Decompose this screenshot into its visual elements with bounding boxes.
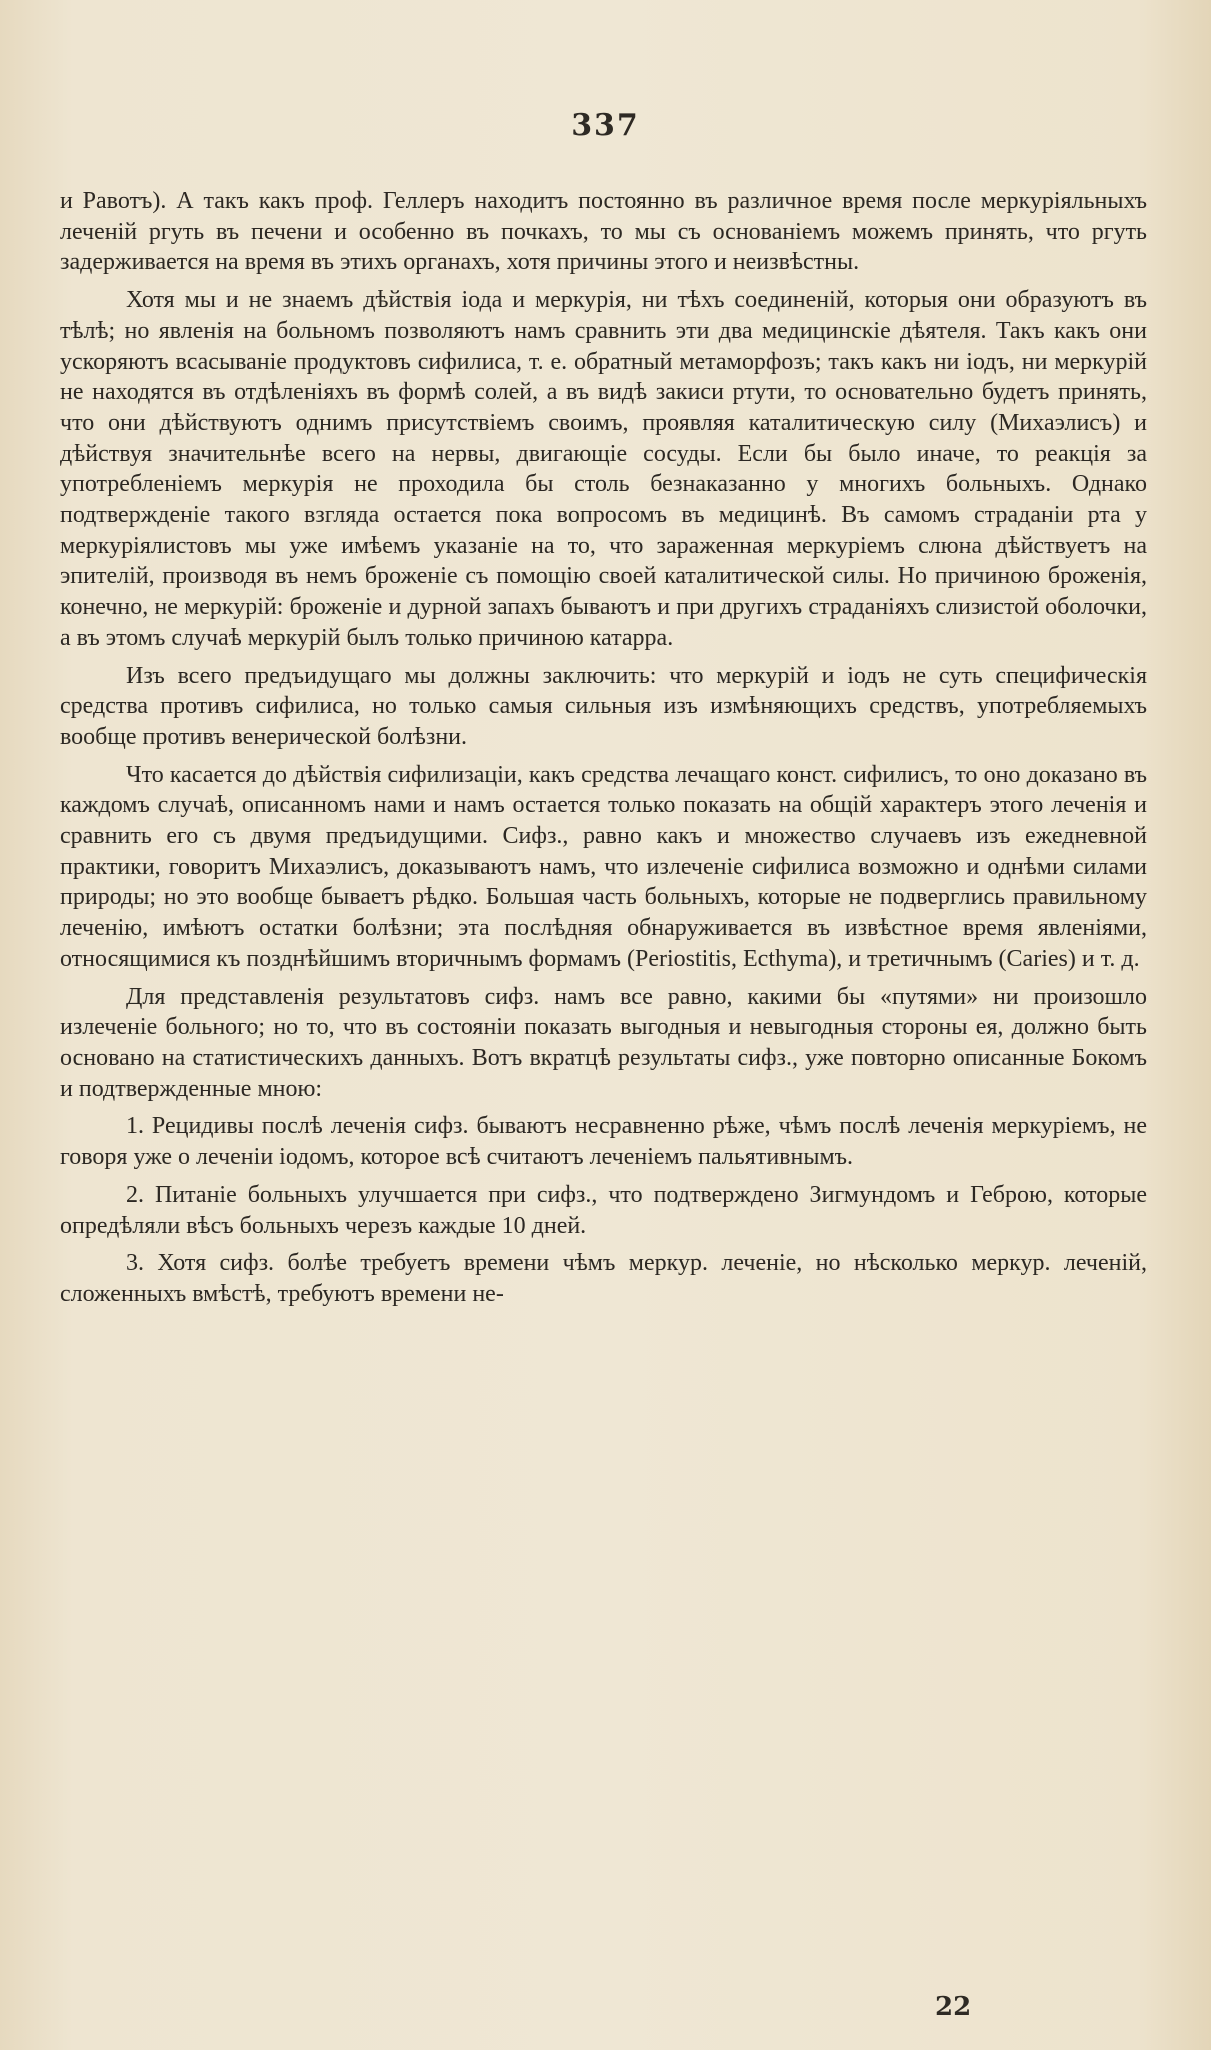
paragraph-3: Изъ всего предъидущаго мы должны заключить: что меркурій и іодъ не суть специфическія средства противъ сифилиса, но только самыя сильныя изъ измѣняющихъ средствъ, употребляемыхъ вообще противъ венерической болѣзни. [60,662,1147,750]
paragraph-5: Для представленія результатовъ сифз. намъ все равно, какими бы «путями» ни произошло излеченіе больного; но то, что въ состояніи показать выгодныя и невыгодныя стороны ея, должно быть основано на статистическихъ данныхъ. Вотъ вкратцѣ результаты сифз., уже повторно описанные Бокомъ и подтвержденные мною: [60,983,1147,1102]
list-item-3: 3. Хотя сифз. болѣе требуетъ времени чѣмъ меркур. леченіе, но нѣсколько меркур. леченій, сложенныхъ вмѣстѣ, требуютъ времени не- [60,1250,1147,1307]
list-item-1: 1. Рецидивы послѣ леченія сифз. бываютъ несравненно рѣже, чѣмъ послѣ леченія меркуріемъ, не говоря уже о леченіи іодомъ, которое всѣ считаютъ леченіемъ пальятивнымъ. [60,1113,1147,1171]
paragraph-2: Хотя мы и не знаемъ дѣйствія іода и меркурія, ни тѣхъ соединеній, которыя они образуютъ въ тѣлѣ; но явленія на больномъ позволяютъ намъ сравнить эти два медицинскіе дѣятеля. Такъ какъ они ускоряютъ всасываніе продуктовъ сифилиса, т. е. обратный метаморфозъ; такъ какъ ни іодъ, ни меркурій не находятся въ отдѣленіяхъ въ формѣ солей, а въ видѣ закиси ртути, то основательно будетъ принять, что они дѣйствуютъ однимъ присутствіемъ своимъ, проявляя каталитическую силу (Михаэлисъ) и дѣйствуя значительнѣе всего на нервы, двигающіе сосуды. Если бы было иначе, то реакція за употребленіемъ меркурія не проходила бы столь безнаказанно у многихъ больныхъ. Однако подтвержденіе такого взгляда остается пока вопросомъ въ медицинѣ. Въ самомъ страданіи рта у меркуріялистовъ мы уже имѣемъ указаніе на то, что зараженная меркуріемъ слюна дѣйствуетъ на эпителій, производя въ немъ броженіе съ помощію своей каталитической силы. Но причиною броженія, конечно, не меркурій: броженіе и дурной запахъ бываютъ и при другихъ страданіяхъ слизистой оболочки, а въ этомъ случаѣ меркурій былъ только причиною катарра. [60,287,1147,651]
body-text [60,186,1147,1310]
list-item-2: 2. Питаніе больныхъ улучшается при сифз., что подтверждено Зигмундомъ и Геброю, которые опредѣляли вѣсъ больныхъ черезъ каждые 10 дней. [60,1181,1147,1239]
page-number: 337 [571,108,640,143]
paragraph-1: и Равотъ). А такъ какъ проф. Геллеръ находитъ постоянно въ различное время после меркуріяльныхъ леченій ргуть въ печени и особенно въ почкахъ, то мы съ основаніемъ можемъ принять, что ргуть задерживается на время въ этихъ органахъ, хотя причины этого и неизвѣстны. [60,188,1147,276]
paragraph-4: Что касается до дѣйствія сифилизаціи, какъ средства лечащаго конст. сифилисъ, то оно доказано въ каждомъ случаѣ, описанномъ нами и намъ остается только показать на общій характеръ этого леченія и сравнить его съ двумя предъидущими. Сифз., равно какъ и множество случаевъ изъ ежедневной практики, говоритъ Михаэлисъ, доказываютъ намъ, что излеченіе сифилиса возможно и однѣми силами природы; но это вообще бываетъ рѣдко. Большая часть больныхъ, которые не подверглись правильному леченію, имѣютъ остатки болѣзни; эта послѣдняя обнаруживается въ извѣстное время явленіями, относящимися къ позднѣйшимъ вторичнымъ формамъ (Periostitis, Ecthyma), и третичнымъ (Caries) и т. д. [60,761,1147,972]
signature-mark: 22 [935,1992,972,2022]
